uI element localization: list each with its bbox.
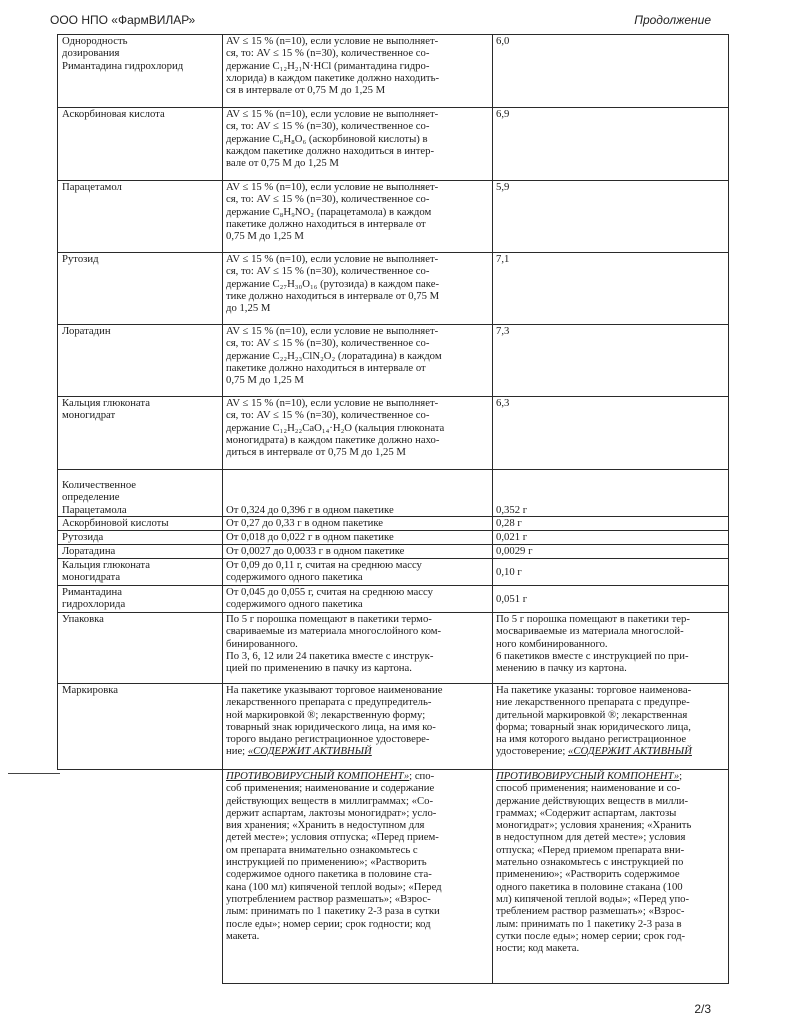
table-row [58,770,729,984]
table-row [58,531,729,545]
parameter-cell: Однородность дозирования Римантадина гидрохлорид [58,35,223,108]
assay-item-name: Парацетамола [62,503,127,516]
requirement-cell: AV ≤ 15 % (n=10), если условие не выполняет- ся, то: AV ≤ 15 % (n=30), количественное со- держание C₂₇H₃₀O₁₆ (рутозида) в каждом паке- тике должно находиться в интервале от 0,75 М до 1,25 М [223,253,493,325]
emphasis-text: «СОДЕРЖИТ АКТИВНЫЙ [567,745,692,758]
result-cell: ПРОТИВОВИРУСНЫЙ КОМПОНЕНТ»; способ применения; наименование и со- держание действующих веществ в милли- граммах; «Содержит аспартам, лактозы моногидрат»; условия хранения; «Хранить в недоступном для детей месте»; условия отпуска; «Перед приемом препарата вни- мательно ознакомьтесь с инструкцией по применению»; «Растворить содержимое одного пакетика в половине стакана (100 мл) кипяченой теплой воды»; «Перед упо- треблением раствор размешать»; «Взрос- лым: принимать по 1 пакетику 2-3 раза в сутки после еды»; номер серии; срок год- ности; код макета. [493,770,729,984]
result-cell: 0,0029 г [493,545,729,559]
requirement-cell: От 0,27 до 0,33 г в одном пакетике [223,517,493,531]
requirement-cell: По 5 г порошка помещают в пакетики термо- свариваемые из материала многослойного ком- бинированного. По 3, 6, 12 или 24 пакетика вместе с инструк- цией по применению в пачку из картона. [223,613,493,684]
emphasis-text: ПРОТИВОВИРУСНЫЙ КОМПОНЕНТ» [496,770,680,782]
specification-table [57,34,729,984]
result-cell: 0,352 г [493,470,729,517]
requirement-cell: От 0,09 до 0,11 г, считая на среднюю массу содержимого одного пакетика [223,559,493,586]
parameter-cell: Маркировка [58,684,223,770]
result-cell: На пакетике указаны: торговое наименова- ние лекарственного препарата с предупре- дительной маркировкой ®; лекарственная форма; товарный знак юридического лица, на имя которого выдано регистрационное удостоверение; «СОДЕРЖИТ АКТИВНЫЙ [493,684,729,770]
parameter-cell: Парацетамол [58,181,223,253]
table-row [58,586,729,613]
parameter-cell: Римантадина гидрохлорида [58,586,223,613]
result-cell: 6,0 [493,35,729,108]
parameter-cell: Рутозида [58,531,223,545]
organization-name: ООО НПО «ФармВИЛАР» [50,13,196,27]
parameter-cell: Кальция глюконата моногидрат [58,397,223,470]
requirement-cell: От 0,0027 до 0,0033 г в одном пакетике [223,545,493,559]
parameter-cell: Лоратадин [58,325,223,397]
parameter-cell [58,770,223,984]
result-cell: 6,3 [493,397,729,470]
requirement-cell: От 0,045 до 0,055 г, считая на среднюю массу содержимого одного пакетика [223,586,493,613]
table-row [58,545,729,559]
parameter-cell: Упаковка [58,613,223,684]
assay-heading: Количественное определение [62,479,137,504]
parameter-cell: Аскорбиновой кислоты [58,517,223,531]
continuation-label: Продолжение [634,13,711,27]
result-cell: 0,10 г [493,559,729,586]
table-row [58,108,729,181]
table-row [58,253,729,325]
requirement-cell: AV ≤ 15 % (n=10), если условие не выполняет- ся, то: AV ≤ 15 % (n=30), количественное со- держание C₈H₉NO₂ (парацетамола) в каждом пакетике должно находиться в интервале от 0,75 М до 1,25 М [223,181,493,253]
requirement-cell: AV ≤ 15 % (n=10), если условие не выполняет- ся, то: AV ≤ 15 % (n=30), количественное со- держание C₆H₈O₆ (аскорбиновой кислоты) в каждом пакетике должно находиться в интер- вале от 0,75 М до 1,25 М [223,108,493,181]
table-row [58,397,729,470]
result-cell: 5,9 [493,181,729,253]
parameter-cell: Кальция глюконата моногидрата [58,559,223,586]
table-row [58,470,729,517]
result-cell: 0,021 г [493,531,729,545]
requirement-cell: ПРОТИВОВИРУСНЫЙ КОМПОНЕНТ»; спо- соб применения; наименование и содержание действующих веществ в миллиграммах; «Со- держит аспартам, лактозы моногидрат»; усло- вия хранения; «Хранить в недоступном для детей месте»; условия отпуска; «Перед прием- ом препарата внимательно ознакомьтесь с инструкцией по применению»; «Растворить содержимое одного пакетика в половине ста- кана (100 мл) кипяченой теплой воды»; «Перед употреблением раствор размешать»; «Взрос- лым: принимать по 1 пакетику 2-3 раза в сутки после еды»; номер серии; срок годности; код макета. [223,770,493,984]
table-row [58,181,729,253]
requirement-cell: AV ≤ 15 % (n=10), если условие не выполняет- ся, то: AV ≤ 15 % (n=30), количественное со- держание C₁₂H₂₁N·HCl (римантадина гидро- хлорида) в каждом пакетике должно находить- ся в интервале от 0,75 М до 1,25 М [223,35,493,108]
requirement-cell: На пакетике указывают торговое наименование лекарственного препарата с предупредитель- ной маркировкой ®; лекарственную форму; товарный знак юридического лица, на имя ко- торого выдано регистрационное удостовере- ние; «СОДЕРЖИТ АКТИВНЫЙ [223,684,493,770]
page-number: 2/3 [694,1002,711,1016]
parameter-cell: Рутозид [58,253,223,325]
requirement-cell: От 0,324 до 0,396 г в одном пакетике [223,470,493,517]
parameter-cell [58,470,223,517]
parameter-cell: Аскорбиновая кислота [58,108,223,181]
result-cell: 0,28 г [493,517,729,531]
table-row [58,35,729,108]
requirement-cell: AV ≤ 15 % (n=10), если условие не выполняет- ся, то: AV ≤ 15 % (n=30), количественное со- держание C₂₂H₂₃ClN₂O₂ (лоратадина) в каждом пакетике должно находиться в интервале от 0,75 М до 1,25 М [223,325,493,397]
requirement-cell: От 0,018 до 0,022 г в одном пакетике [223,531,493,545]
table-row [58,684,729,770]
result-cell: 0,051 г [493,586,729,613]
table-row [58,517,729,531]
table-row [58,325,729,397]
emphasis-text: ПРОТИВОВИРУСНЫЙ КОМПОНЕНТ» [226,770,410,782]
result-cell: 7,3 [493,325,729,397]
parameter-cell: Лоратадина [58,545,223,559]
table-row [58,559,729,586]
result-cell: 6,9 [493,108,729,181]
result-cell: 7,1 [493,253,729,325]
requirement-cell: AV ≤ 15 % (n=10), если условие не выполняет- ся, то: AV ≤ 15 % (n=30), количественное со- держание C₁₂H₂₂CaO₁₄·H₂O (кальция глюконата моногидрата) в каждом пакетике должно нахо- диться в интервале от 0,75 М до 1,25 М [223,397,493,470]
scan-line [8,773,60,774]
table-row [58,613,729,684]
emphasis-text: «СОДЕРЖИТ АКТИВНЫЙ [247,745,372,758]
result-cell: По 5 г порошка помещают в пакетики тер- мосвариваемые из материала многослой- ного комбинированного. 6 пакетиков вместе с инструкцией по при- менению в пачку из картона. [493,613,729,684]
